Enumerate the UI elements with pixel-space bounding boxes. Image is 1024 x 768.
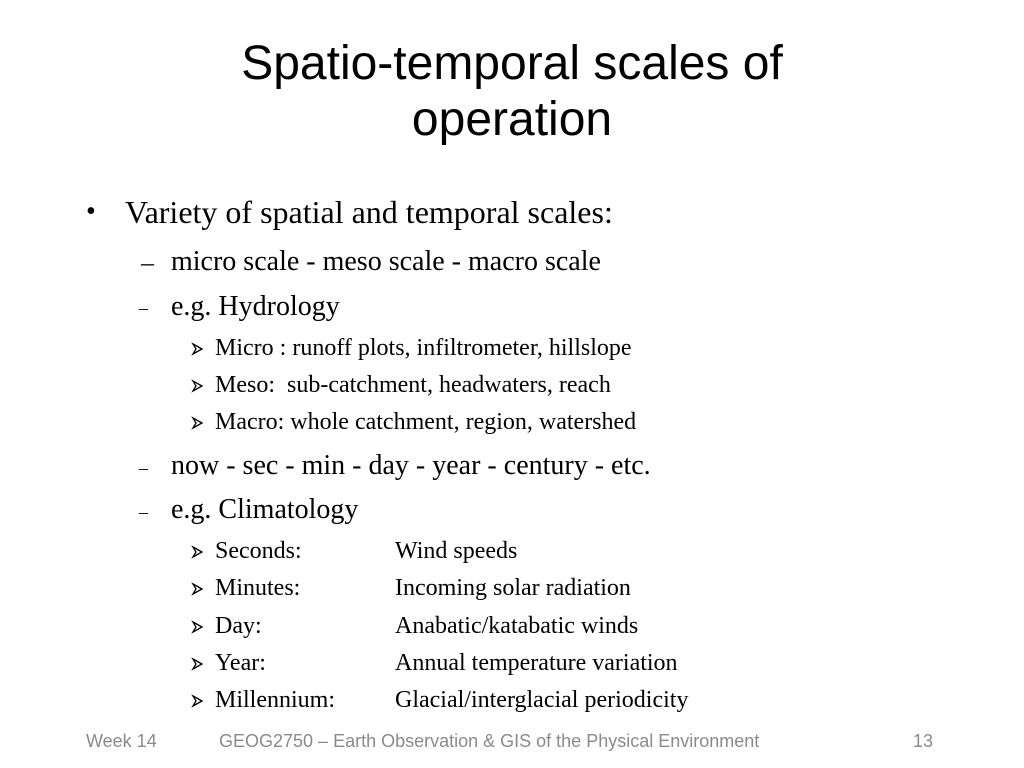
arrowhead-bullet-icon: [191, 582, 205, 596]
bullet-main: Variety of spatial and temporal scales:: [125, 194, 613, 230]
slide-title-line-1: Spatio-temporal scales of: [241, 37, 783, 90]
arrowhead-bullet-icon: [191, 545, 205, 559]
climatology-item: [215, 687, 688, 714]
dash-icon: –: [139, 458, 148, 478]
arrowhead-bullet-icon: [191, 694, 205, 708]
climatology-term: Seconds:: [215, 538, 302, 564]
bullet-dot-icon: •: [86, 196, 96, 227]
sub-bullet-climatology: e.g. Climatology: [171, 494, 359, 525]
climatology-item: [215, 575, 631, 602]
hydrology-item: Macro: whole catchment, region, watershed: [215, 409, 637, 435]
footer-page-number: 13: [913, 731, 934, 751]
sub-bullet-scales: micro scale - meso scale - macro scale: [171, 246, 601, 277]
dash-icon: –: [139, 502, 148, 522]
climatology-term: Day:: [215, 613, 262, 639]
slide-title: [0, 36, 1024, 148]
climatology-term: Millennium:: [215, 687, 335, 713]
hydrology-item: Micro : runoff plots, infiltrometer, hillslope: [215, 335, 632, 361]
climatology-term: Minutes:: [215, 575, 301, 601]
arrowhead-bullet-icon: [191, 657, 205, 671]
climatology-term: Year:: [215, 650, 266, 676]
climatology-description: Wind speeds: [395, 538, 518, 564]
footer-week: Week 14: [86, 731, 157, 751]
climatology-description: Anabatic/katabatic winds: [395, 613, 639, 639]
dash-icon: –: [141, 248, 154, 277]
arrowhead-bullet-icon: [191, 379, 205, 393]
sub-bullet-time-scales: now - sec - min - day - year - century - etc.: [171, 450, 651, 481]
arrowhead-bullet-icon: [191, 342, 205, 356]
sub-bullet-hydrology: e.g. Hydrology: [171, 291, 340, 322]
arrowhead-bullet-icon: [191, 620, 205, 634]
climatology-item: [215, 538, 517, 565]
climatology-item: [215, 650, 678, 677]
arrowhead-bullet-icon: [191, 416, 205, 430]
climatology-description: Incoming solar radiation: [395, 575, 631, 601]
hydrology-item: Meso: sub-catchment, headwaters, reach: [215, 372, 611, 398]
footer-course-title: GEOG2750 – Earth Observation & GIS of the Physical Environment: [219, 731, 760, 751]
climatology-description: Glacial/interglacial periodicity: [395, 687, 689, 713]
dash-icon: –: [139, 298, 148, 318]
slide-title-line-2: operation: [411, 93, 613, 146]
climatology-item: [215, 613, 638, 640]
climatology-description: Annual temperature variation: [395, 650, 678, 676]
